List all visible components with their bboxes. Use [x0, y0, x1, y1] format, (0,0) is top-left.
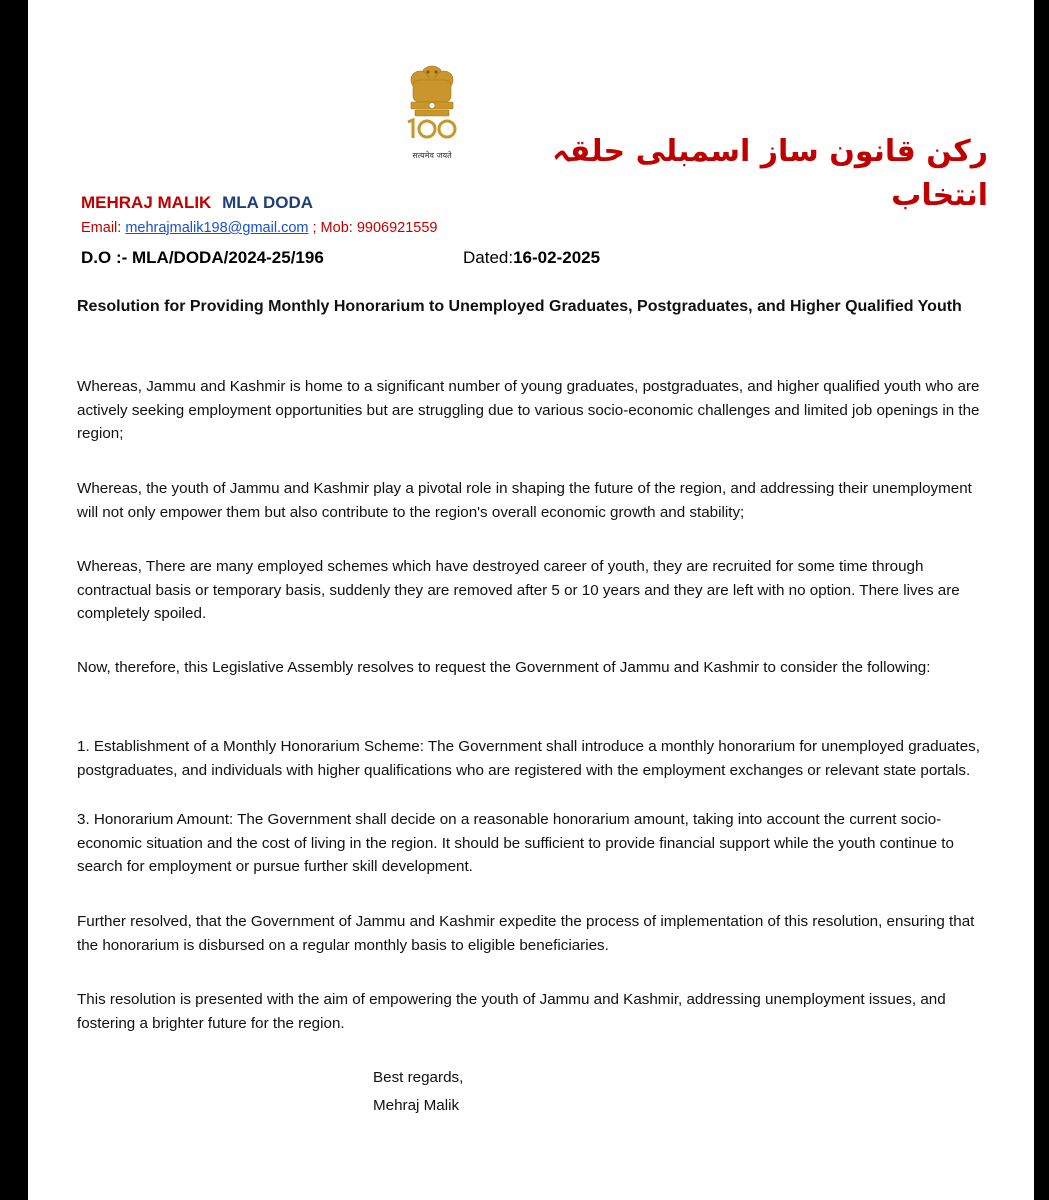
date-field	[463, 247, 600, 269]
email-label: Email:	[81, 220, 122, 236]
national-emblem-icon	[393, 64, 471, 164]
paragraph-conclusion: This resolution is presented with the aim of empowering the youth of Jammu and Kashmir, addressing unemployment issues, and fostering a brighter future for the region.	[77, 991, 946, 1032]
list-item-3: 3. Honorarium Amount: The Government shall decide on a reasonable honorarium amount, taking into account the current socio-economic situation and the cost of living in the region. It should be sufficient to provide financial support while the youth continue to search for employment or pursue further skill development.	[77, 811, 954, 875]
signatory-name: Mehraj Malik	[373, 1097, 460, 1114]
paragraph-whereas-1: Whereas, Jammu and Kashmir is home to a significant number of young graduates, postgraduates, and higher qualified youth who are actively seeking employment opportunities but are struggling due to various socio-economic challenges and limited job openings in the region;	[77, 378, 980, 442]
emblem-caption: सत्यमेव जयते	[412, 151, 452, 160]
urdu-title: رکن قانون ساز اسمبلی حلقہ انتخاب	[552, 134, 988, 213]
sender-name: MEHRAJ MALIK	[81, 193, 212, 212]
document-page	[28, 0, 1034, 1200]
reference-number: D.O :- MLA/DODA/2024-25/196	[81, 248, 324, 267]
mobile-label: ; Mob:	[312, 220, 353, 236]
paragraph-whereas-2: Whereas, the youth of Jammu and Kashmir play a pivotal role in shaping the future of the region, and addressing their unemployment will not only empower them but also contribute to the region's overall economic growth and stability;	[77, 480, 972, 521]
list-item-1: 1. Establishment of a Monthly Honorarium Scheme: The Government shall introduce a monthly honorarium for unemployed graduates, postgraduates, and individuals with higher qualifications who are registered with the employment exchanges or relevant state portals.	[77, 738, 980, 779]
email-link[interactable]: mehrajmalik198@gmail.com	[125, 220, 309, 236]
contact-line	[81, 218, 437, 238]
paragraph-whereas-3: Whereas, There are many employed schemes which have destroyed career of youth, they are recruited for some time through contractual basis or temporary basis, suddenly they are removed after 5 or 10 years and they are left with no option. There lives are completely spoiled.	[77, 558, 960, 622]
paragraph-resolves: Now, therefore, this Legislative Assembly resolves to request the Government of Jammu and Kashmir to consider the following:	[77, 659, 931, 676]
reference-line	[81, 247, 781, 269]
mobile-number: 9906921559	[356, 220, 438, 236]
sender-role: MLA DODA	[222, 193, 314, 212]
closing-regards: Best regards,	[373, 1069, 464, 1086]
letter-date: 16-02-2025	[513, 248, 601, 267]
subject-heading: Resolution for Providing Monthly Honorarium to Unemployed Graduates, Postgraduates, and Higher Qualified Youth	[77, 298, 962, 315]
letterhead-name-line	[81, 192, 313, 214]
dated-label: Dated:	[463, 248, 514, 267]
paragraph-further-resolved: Further resolved, that the Government of Jammu and Kashmir expedite the process of implementation of this resolution, ensuring that the honorarium is disbursed on a regular monthly basis to eligible beneficiaries.	[77, 913, 975, 954]
